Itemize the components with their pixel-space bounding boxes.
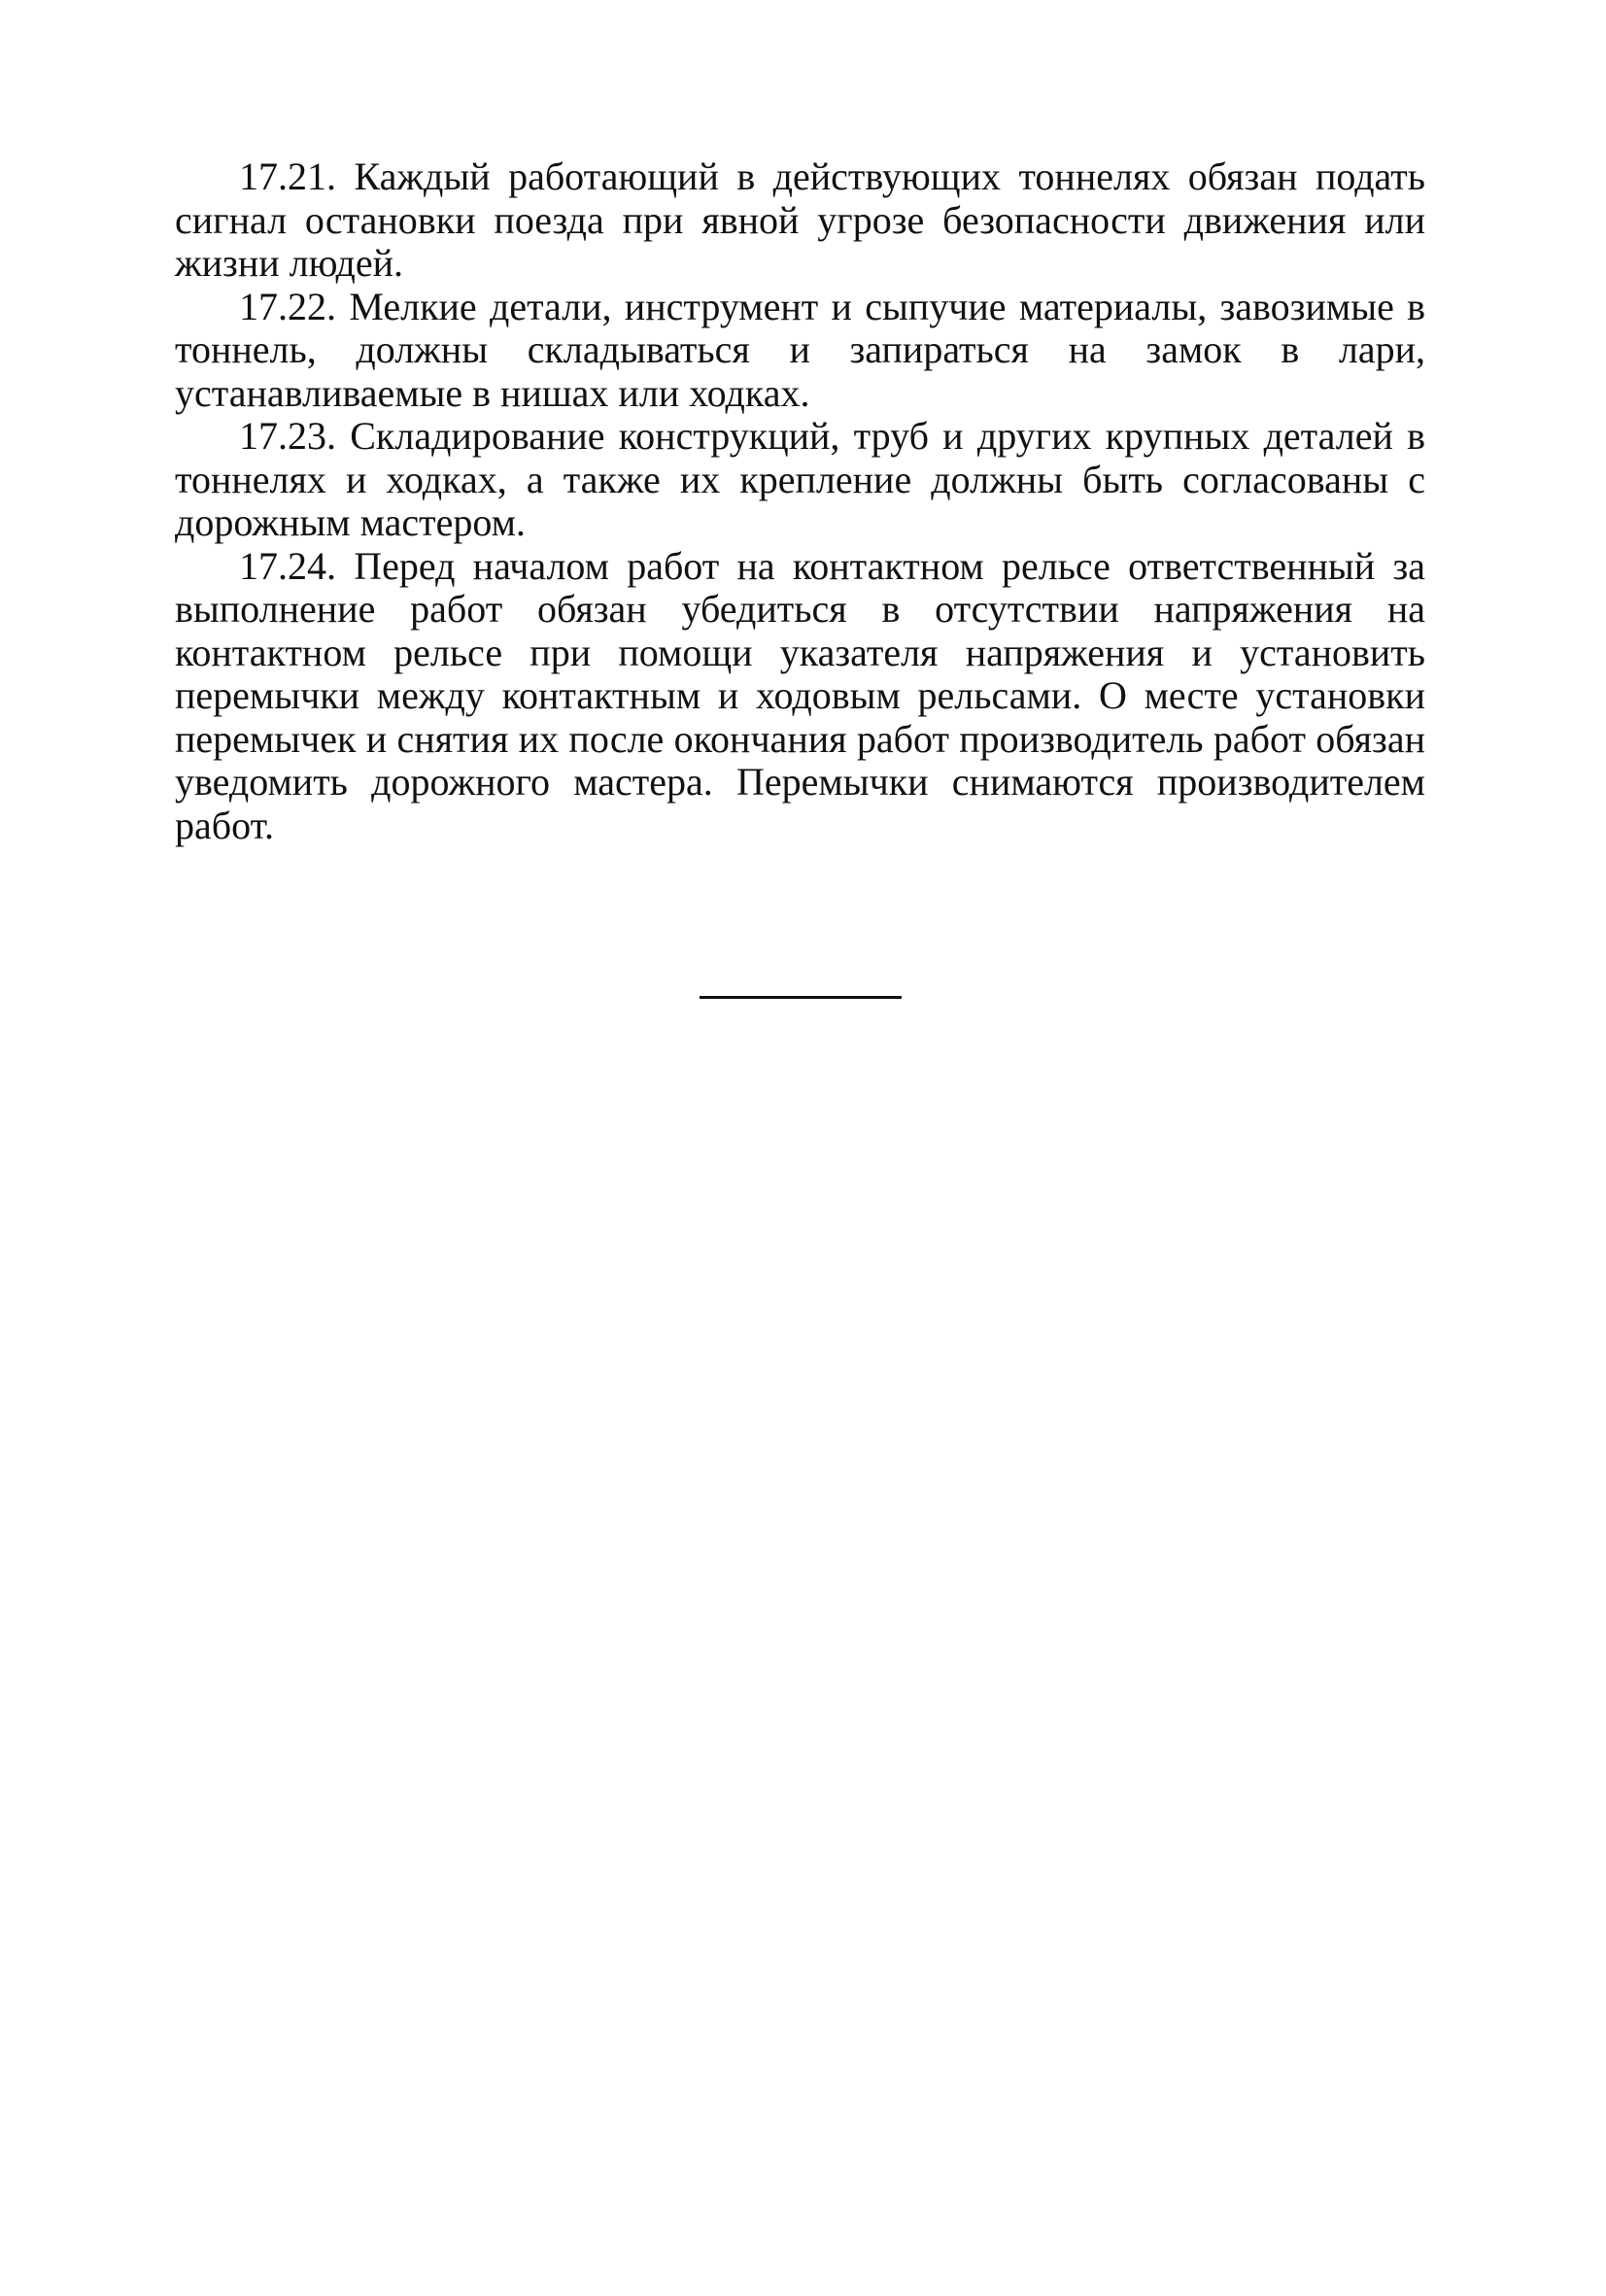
- paragraph-text: Складирование конструкций, труб и других крупных деталей в тоннелях и ходках, а также их крепление должны быть согласованы с дорожным мастером.: [175, 414, 1425, 544]
- paragraph-17-21: [175, 155, 1425, 286]
- end-divider-line: [700, 996, 902, 999]
- paragraph-number: 17.24.: [239, 543, 336, 588]
- text-block: [175, 155, 1425, 847]
- paragraph-text: Мелкие детали, инструмент и сыпучие материалы, завозимые в тоннель, должны складываться и запираться на замок в лари, устанавливаемые в нишах или ходках.: [175, 284, 1426, 415]
- paragraph-number: 17.21.: [239, 154, 336, 198]
- paragraph-number: 17.23.: [239, 414, 336, 458]
- paragraph-17-23: [175, 415, 1425, 545]
- paragraph-number: 17.22.: [239, 284, 336, 328]
- paragraph-text: Перед началом работ на контактном рельсе ответственный за выполнение работ обязан убедиться в отсутствии напряжения на контактном рельсе при помощи указателя напряжения и установить перемычки между контактным и ходовым рельсами. О месте установки перемычек и снятия их после окончания работ производитель работ обязан уведомить дорожного мастера. Перемычки снимаются производителем работ.: [175, 543, 1425, 847]
- paragraph-text: Каждый работающий в действующих тоннелях обязан подать сигнал остановки поезда при явной угрозе безопасности движения или жизни людей.: [175, 154, 1426, 285]
- paragraph-17-24: [175, 545, 1425, 848]
- paragraph-17-22: [175, 286, 1425, 416]
